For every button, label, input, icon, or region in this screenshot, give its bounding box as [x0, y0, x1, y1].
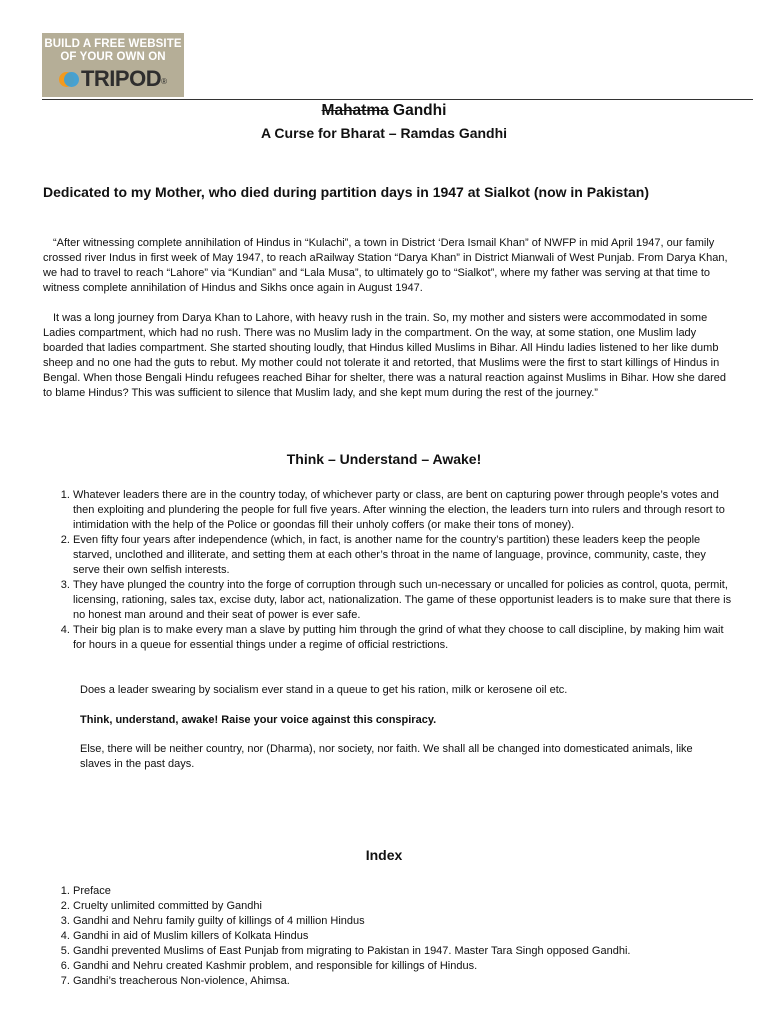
paragraph-journey-2: It was a long journey from Darya Khan to Lahore, with heavy rush in the train. So, my mother and sisters were accommodated in some Ladies compartment, which had no rush. There was no Muslim lady in the compartment. On the way, at some station, one Muslim lady boarded that ladies compartment. She started shouting loudly, that Hindus killed Muslims in Bihar. All Hindu ladies listened to her like dumb sheep and no one had the guts to rebut. My mother could not tolerate it and retorted, that Muslims were the first to start killings of Hindus in Bengal. When those Bengali Hindu refugees reached Bihar for shelter, there was a natural reaction against Muslims in Bihar. How she dared to blame Hindus? This was sufficient to silence that Muslim lady, and she kept mum during the rest of the journey.”: [43, 312, 726, 399]
tripod-logo-text: TRIPOD: [80, 66, 162, 91]
list-item: 3. Gandhi and Nehru family guilty of killings of 4 million Hindus: [73, 914, 733, 929]
banner-line-2: OF YOUR OWN ON: [60, 51, 166, 63]
page-title: [0, 102, 768, 120]
list-item: 2. Cruelty unlimited committed by Gandhi: [73, 899, 733, 914]
list-item: 3. They have plunged the country into the forge of corruption through such un-necessary or uncalled for policies as control, quota, permit, licensing, rationing, sales tax, excise duty, labor act, nationalization. The game of these opportunist leaders is to make sure that there is no honest man around and their seat of power is ever safe.: [73, 578, 733, 623]
list-item: 1. Whatever leaders there are in the country today, of whichever party or class, are bent on capturing power through people’s votes and then exploiting and plundering the people for full five years. After winning the election, the leaders turn into rulers and through resort to intimidation with the help of the Police or goondas fill their unholy coffers (or make their tons of money).: [73, 488, 733, 533]
note-call-to-action: Think, understand, awake! Raise your voice against this conspiracy.: [80, 714, 437, 726]
title-rest: Gandhi: [388, 102, 447, 119]
note-warning: Else, there will be neither country, nor (Dharma), nor society, nor faith. We shall all be changed into domesticated animals, like slaves in the past days.: [80, 743, 693, 770]
paragraph-journey-1: “After witnessing complete annihilation of Hindus in “Kulachi”, a town in District ‘Dera Ismail Khan” of NWFP in mid April 1947, our family crossed river Indus in first week of May 1947, to reach aRailway Station “Darya Khan” in District Mianwali of West Punjab. From Darya Khan, we had to travel to reach “Lahore” via “Kundian” and “Lala Musa”, to ultimately go to “Sialkot”, where my father was serving at that time to witness complete annihilation of Hindus and Sikhs once again in August 1947.: [43, 237, 728, 294]
banner-line-1: BUILD A FREE WEBSITE: [44, 38, 182, 50]
think-section-heading: Think – Understand – Awake!: [286, 451, 482, 467]
tripod-logo-dots-icon: [59, 72, 74, 87]
list-item: 2. Even fifty four years after independence (which, in fact, is another name for the country’s partition) these leaders keep the people starved, unclothed and illiterate, and setting them at each other’s throat in the name of language, province, community, caste, they serve their own selfish interests.: [73, 533, 733, 578]
dedication-heading: Dedicated to my Mother, who died during partition days in 1947 at Sialkot (now in Pakistan): [43, 184, 649, 200]
note-socialism-question: Does a leader swearing by socialism ever stand in a queue to get his ration, milk or kerosene oil etc.: [80, 684, 568, 696]
tripod-logo: [42, 67, 184, 91]
header-divider: [42, 99, 753, 100]
list-item: 4. Their big plan is to make every man a slave by putting him through the grind of what they choose to call discipline, by making him wait for hours in a queue for essential things under a regime of official restrictions.: [73, 623, 733, 653]
list-item: 5. Gandhi prevented Muslims of East Punjab from migrating to Pakistan in 1947. Master Tara Singh opposed Gandhi.: [73, 944, 733, 959]
list-item: 7. Gandhi’s treacherous Non-violence, Ahimsa.: [73, 974, 733, 989]
index-heading: Index: [365, 847, 403, 863]
list-item: 1. Preface: [73, 884, 733, 899]
list-item: 4. Gandhi in aid of Muslim killers of Kolkata Hindus: [73, 929, 733, 944]
list-item: 6. Gandhi and Nehru created Kashmir problem, and responsible for killings of Hindus.: [73, 959, 733, 974]
think-points-list: [43, 488, 733, 653]
page-subtitle: A Curse for Bharat – Ramdas Gandhi: [260, 125, 508, 141]
index-list: [43, 884, 733, 989]
registered-mark: ®: [161, 77, 168, 86]
title-struck-word: Mahatma: [321, 102, 389, 119]
tripod-ad-banner[interactable]: [42, 33, 184, 97]
